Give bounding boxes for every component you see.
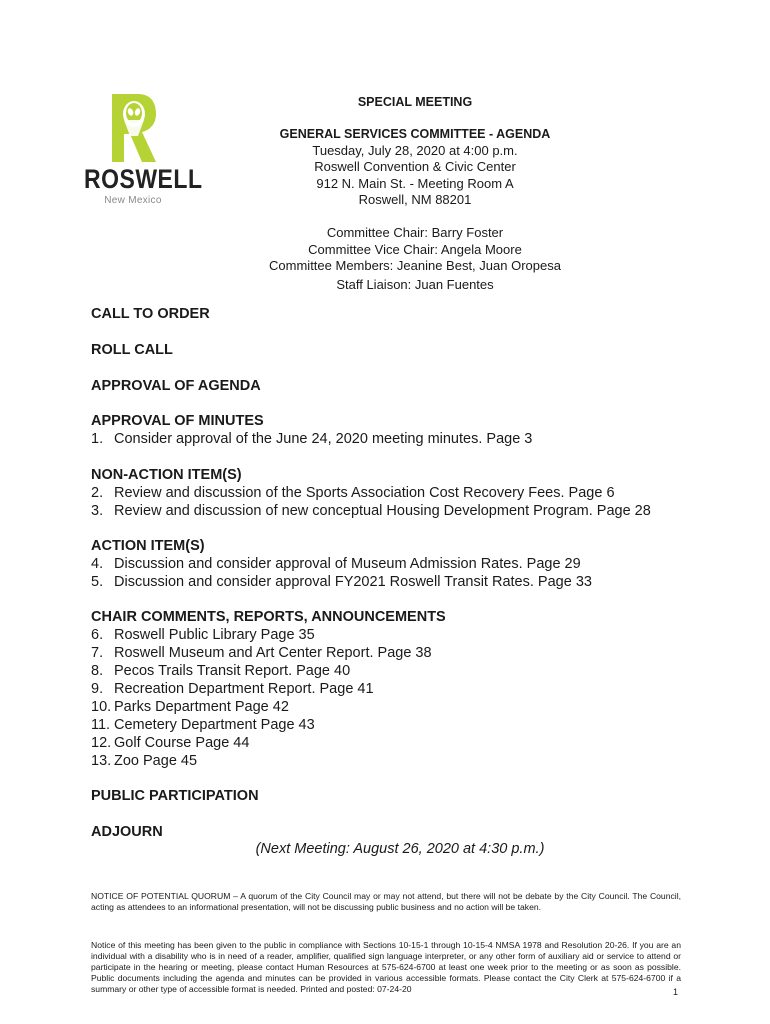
item-text: Discussion and consider approval of Museum Admission Rates. Page 29 [114,556,581,572]
section-approval-minutes [91,412,532,448]
agenda-item [91,716,446,734]
item-number: 8. [91,663,104,679]
agenda-item [91,734,446,752]
section-approval-agenda [91,377,261,395]
item-number: 10. [91,699,112,715]
accessibility-notice: Notice of this meeting has been given to the public in compliance with Sections 10-15-1 through 10-15-4 NMSA 1978 and Resolution 20-26. If you are an individual with a disability who is in need of a reader, amplifier, qualified sign language interpreter, or any other form of auxiliary aid or service to attend or participate in the hearing or meeting, please contact Human Resources at 575-624-6700 at least one week prior to the meeting or as soon as possible. Public documents including the agenda and minutes can be provided in various accessible formats. Please contact the City Clerk at 575-624-6700 if a summary or other type of accessible format is needed. Printed and posted: 07-24-20 [91,940,681,994]
committee-members: Committee Members: Jeanine Best, Juan Oropesa [269,258,561,273]
roswell-logo [84,92,203,212]
section-chair-comments [91,608,446,770]
committee-chair: Committee Chair: Barry Foster [326,225,504,240]
item-text: Recreation Department Report. Page 41 [114,681,374,697]
section-action [91,537,592,591]
item-text: Review and discussion of the Sports Association Cost Recovery Fees. Page 6 [114,485,615,501]
item-text: Review and discussion of new conceptual Housing Development Program. Page 28 [114,503,651,519]
item-text: Pecos Trails Transit Report. Page 40 [114,663,351,679]
section-public-participation [91,787,259,805]
quorum-notice: NOTICE OF POTENTIAL QUORUM – A quorum of the City Council may or may not attend, but there will not be debate by the City Council. The Council, acting as attendees to an informational presentation, will not be discussing public business and no action will be taken. [91,891,681,912]
meeting-venue: Roswell Convention & Civic Center [314,159,516,174]
agenda-item [91,752,446,770]
section-adjourn [91,823,163,841]
page-number: 1 [673,987,679,997]
item-number: 1. [91,431,104,447]
staff-liaison: Staff Liaison: Juan Fuentes [336,276,494,292]
section-heading: ADJOURN [91,824,163,840]
section-heading: ROLL CALL [91,342,173,358]
roswell-r-alien-icon [108,92,158,164]
section-heading: ACTION ITEM(S) [91,538,205,554]
item-text: Discussion and consider approval FY2021 Roswell Transit Rates. Page 33 [114,574,592,590]
logo-wordmark: ROSWELL [84,163,203,194]
item-number: 5. [91,574,104,590]
item-number: 3. [91,503,104,519]
item-number: 13. [91,753,112,769]
agenda-item [91,662,446,680]
section-heading: PUBLIC PARTICIPATION [91,788,259,804]
item-text: Roswell Museum and Art Center Report. Page 38 [114,645,432,661]
section-heading: APPROVAL OF MINUTES [91,413,264,429]
section-call-to-order [91,305,210,323]
item-text: Cemetery Department Page 43 [114,717,315,733]
agenda-item [91,698,446,716]
item-text: Golf Course Page 44 [114,735,250,751]
item-text: Parks Department Page 42 [114,699,289,715]
meeting-address: 912 N. Main St. - Meeting Room A [316,175,514,191]
item-text: Roswell Public Library Page 35 [114,627,315,643]
item-number: 11. [91,717,111,733]
agenda-item [91,644,446,662]
section-roll-call [91,341,173,359]
item-text: Zoo Page 45 [114,753,198,769]
meeting-info-block [255,126,575,209]
section-heading: APPROVAL OF AGENDA [91,378,261,394]
section-non-action [91,466,651,520]
agenda-item [91,430,532,448]
section-heading: CALL TO ORDER [91,306,210,322]
item-text: Consider approval of the June 24, 2020 meeting minutes. Page 3 [114,431,533,447]
item-number: 12. [91,735,112,751]
agenda-item [91,626,446,644]
item-number: 7. [91,645,104,661]
committee-block [255,225,575,293]
section-heading: CHAIR COMMENTS, REPORTS, ANNOUNCEMENTS [91,609,446,625]
item-number: 2. [91,485,104,501]
special-meeting-label [255,94,575,111]
item-number: 4. [91,556,104,572]
committee-vice-chair: Committee Vice Chair: Angela Moore [308,241,522,257]
agenda-item [91,680,446,698]
next-meeting-note: (Next Meeting: August 26, 2020 at 4:30 p.m.) [255,841,545,857]
special-meeting-text: SPECIAL MEETING [357,95,473,109]
section-heading: NON-ACTION ITEM(S) [91,467,242,483]
meeting-date: Tuesday, July 28, 2020 at 4:00 p.m. [312,142,518,158]
agenda-title: GENERAL SERVICES COMMITTEE - AGENDA [279,127,551,141]
agenda-item [91,573,592,591]
agenda-item [91,484,651,502]
logo-subtitle: New Mexico [104,195,162,206]
meeting-city: Roswell, NM 88201 [358,192,472,207]
agenda-item [91,555,592,573]
agenda-item [91,502,651,520]
item-number: 9. [91,681,104,697]
item-number: 6. [91,627,104,643]
